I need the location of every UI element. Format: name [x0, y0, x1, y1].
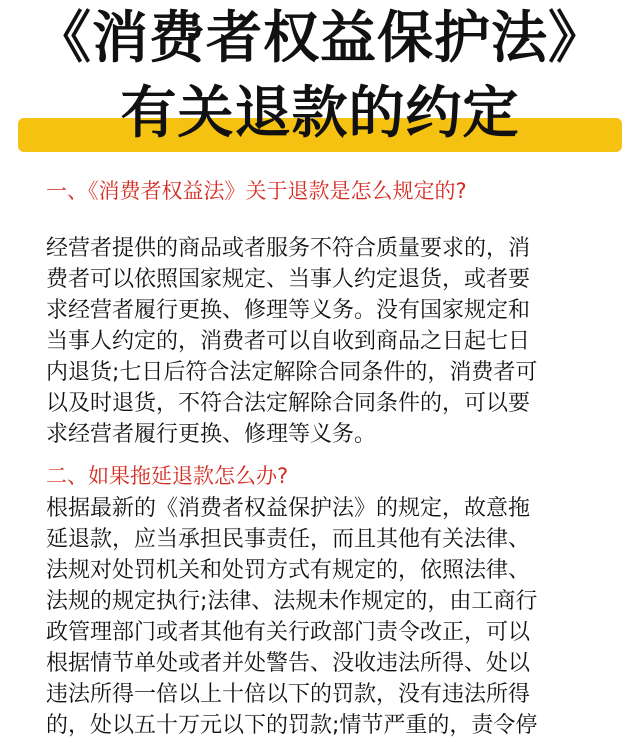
section-2-paragraph — [46, 493, 606, 741]
paragraph-line: 政管理部门或者其他有关行政部门责令改正，可以 — [46, 620, 531, 645]
paragraph-line: 内退货;七日后符合法定解除合同条件的，消费者可 — [46, 360, 538, 385]
paragraph-line: 求经营者履行更换、修理等义务。没有国家规定和 — [46, 298, 531, 323]
paragraph-line: 法规的规定执行;法律、法规未作规定的，由工商行 — [46, 589, 538, 614]
paragraph-line: 经营者提供的商品或者服务不符合质量要求的，消 — [46, 236, 531, 261]
title-block — [0, 0, 640, 160]
page-title-line-1: 《消费者权益保护法》 — [35, 6, 605, 71]
paragraph-line: 以及时退货，不符合法定解除合同条件的，可以要 — [46, 391, 531, 416]
page-title-line-2: 有关退款的约定 — [120, 81, 520, 146]
section-1-heading: 一、《消费者权益法》关于退款是怎么规定的? — [46, 179, 467, 203]
paragraph-line: 违法所得一倍以上十倍以下的罚款，没有违法所得 — [46, 682, 531, 707]
paragraph-line: 延退款，应当承担民事责任，而且其他有关法律、 — [46, 527, 531, 552]
paragraph-line: 当事人约定的，消费者可以自收到商品之日起七日 — [46, 329, 531, 354]
paragraph-line: 求经营者履行更换、修理等义务。 — [46, 422, 377, 447]
section-1-paragraph — [46, 233, 606, 450]
paragraph-line: 费者可以依照国家规定、当事人约定退货，或者要 — [46, 267, 531, 292]
paragraph-line: 根据情节单处或者并处警告、没收违法所得、处以 — [46, 651, 531, 676]
paragraph-line: 根据最新的《消费者权益保护法》的规定，故意拖 — [46, 496, 531, 521]
section-2-heading: 二、如果拖延退款怎么办? — [46, 464, 289, 488]
paragraph-line: 法规对处罚机关和处罚方式有规定的，依照法律、 — [46, 558, 531, 583]
paragraph-line: 的，处以五十万元以下的罚款;情节严重的，责令停 — [46, 713, 538, 738]
